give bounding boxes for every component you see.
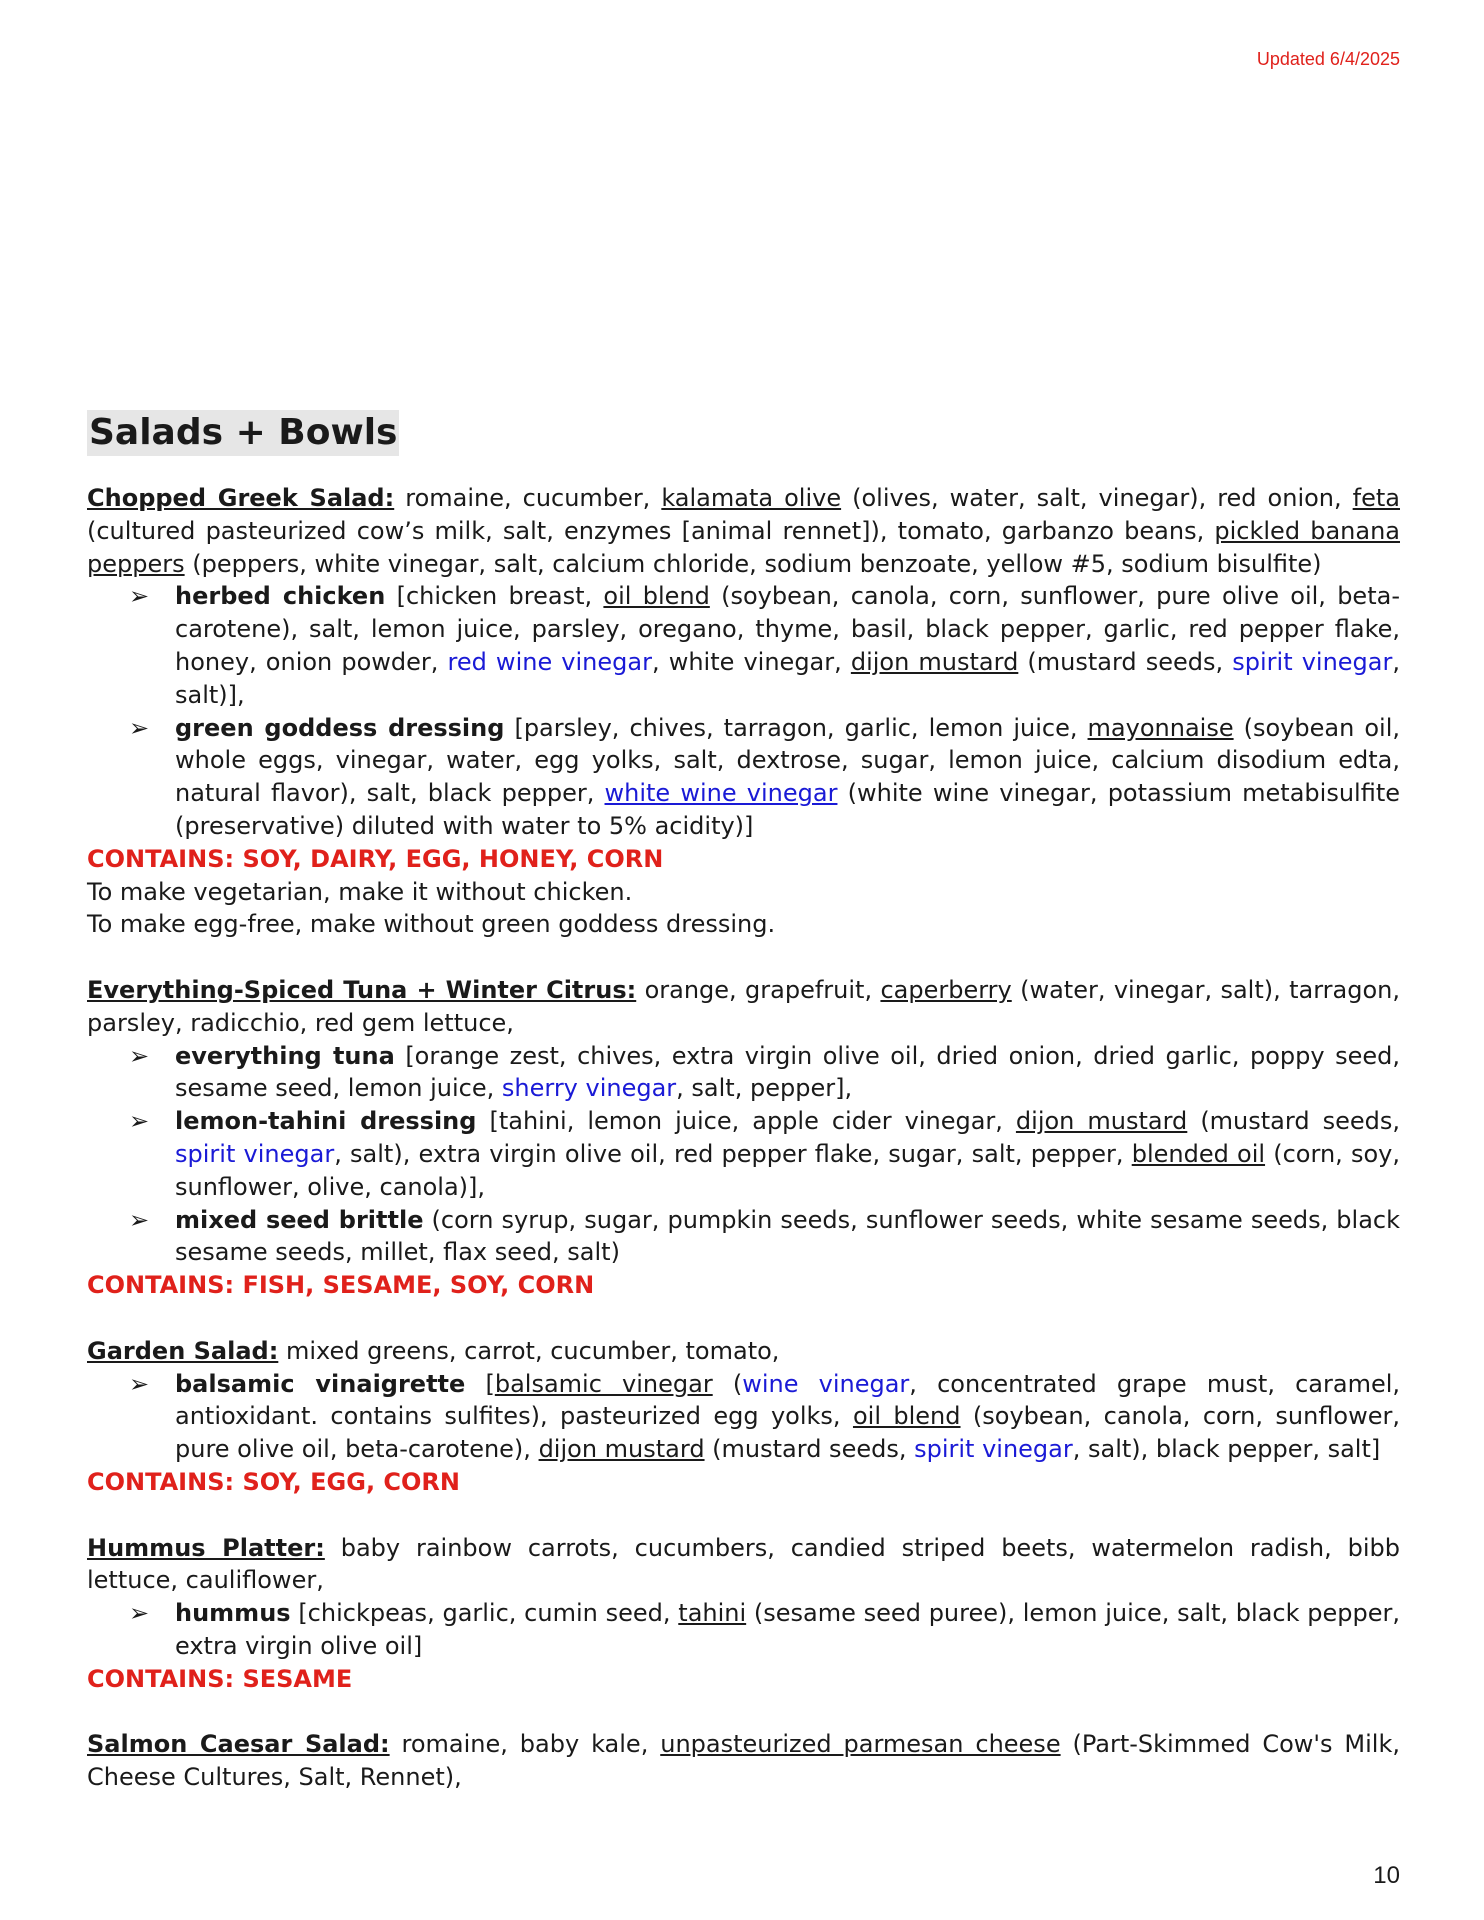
sub-ingredient-underlined: feta	[1352, 484, 1400, 512]
menu-item-salmon-caesar-salad	[87, 1728, 1400, 1794]
ingredient-text: mixed greens, carrot, cucumber, tomato,	[278, 1336, 780, 1365]
page-number: 10	[1373, 1862, 1400, 1889]
component-name: green goddess dressing	[175, 713, 505, 742]
arrow-bullet-icon: ➢	[129, 1041, 150, 1070]
ingredient-text: [parsley, chives, tarragon, garlic, lemon juice,	[504, 713, 1088, 742]
ingredient-text: (water, vinegar, salt), tarragon, parsley, radicchio, red gem lettuce,	[87, 975, 1400, 1037]
ingredient-text: [chickpeas, garlic, cumin seed,	[290, 1599, 679, 1628]
allergen-contains: CONTAINS: SESAME	[87, 1664, 353, 1693]
arrow-bullet-icon: ➢	[129, 582, 150, 611]
component-list	[87, 1368, 1400, 1466]
highlighted-ingredient: spirit vinegar	[1232, 647, 1393, 676]
menu-item-hummus-platter	[87, 1532, 1400, 1696]
item-description	[87, 1728, 1400, 1794]
ingredient-text: (white wine vinegar, potassium metabisulfite (preservative) diluted with water to 5% acidity)]	[175, 779, 1400, 840]
menu-item-chopped-greek-salad	[87, 482, 1400, 941]
arrow-bullet-icon: ➢	[129, 1599, 150, 1628]
item-description	[87, 482, 1400, 580]
highlighted-ingredient: spirit vinegar	[914, 1435, 1073, 1464]
sub-ingredient-underlined: dijon mustard	[850, 647, 1019, 676]
ingredient-text: (Part-Skimmed Cow's Milk, Cheese Cultures, Salt, Rennet),	[87, 1730, 1400, 1792]
component-list	[87, 580, 1400, 842]
item-name: Salmon Caesar Salad:	[87, 1730, 390, 1759]
ingredient-text: , salt), black pepper, salt]	[1072, 1435, 1381, 1464]
item-name: Hummus Platter:	[87, 1533, 325, 1562]
component-item	[87, 1040, 1400, 1106]
item-name: Chopped Greek Salad:	[87, 484, 395, 512]
highlighted-ingredient: sherry vinegar	[501, 1074, 677, 1103]
component-item	[87, 580, 1400, 711]
component-list	[87, 1597, 1400, 1663]
sub-ingredient-underlined: tahini	[678, 1599, 747, 1628]
sub-ingredient-underlined: pickled banana peppers	[87, 516, 1400, 578]
sub-ingredient-underlined: kalamata olive	[661, 484, 842, 512]
arrow-bullet-icon: ➢	[129, 1205, 150, 1234]
dietary-note: To make vegetarian, make it without chicken.	[87, 877, 633, 906]
component-name: balsamic vinaigrette	[175, 1369, 466, 1398]
item-name: Garden Salad:	[87, 1336, 279, 1365]
ingredient-text: (sesame seed puree), lemon juice, salt, black pepper, extra virgin olive oil]	[175, 1599, 1401, 1660]
ingredient-text: (corn, soy, sunflower, olive, canola)],	[175, 1139, 1401, 1201]
updated-date: Updated 6/4/2025	[1256, 49, 1400, 69]
component-item	[87, 712, 1400, 843]
sub-ingredient-underlined: blended oil	[1131, 1139, 1266, 1168]
ingredient-text: , salt, pepper],	[676, 1074, 853, 1103]
arrow-bullet-icon: ➢	[129, 1107, 150, 1136]
menu-item-everything-spiced-tuna	[87, 974, 1400, 1302]
sub-ingredient-underlined: oil blend	[852, 1402, 961, 1431]
component-item	[87, 1105, 1400, 1203]
item-name: Everything-Spiced Tuna + Winter Citrus:	[87, 975, 637, 1004]
dietary-note: To make egg-free, make without green goddess dressing.	[87, 910, 776, 939]
ingredient-text: (soybean, canola, corn, sunflower, pure olive oil, beta-carotene),	[175, 1402, 1401, 1464]
component-item	[87, 1204, 1400, 1270]
highlighted-ingredient: spirit vinegar	[175, 1139, 335, 1168]
ingredient-text: , white vinegar,	[651, 647, 851, 676]
component-name: everything tuna	[175, 1041, 395, 1070]
ingredient-text: , salt), extra virgin olive oil, red pepper flake, sugar, salt, pepper,	[334, 1139, 1132, 1168]
section-title: Salads + Bowls	[87, 410, 399, 456]
arrow-bullet-icon: ➢	[129, 1369, 150, 1398]
ingredient-text: [orange zest, chives, extra virgin olive oil, dried onion, dried garlic, poppy seed, sesame seed, lemon juice,	[175, 1041, 1400, 1103]
ingredient-text: (mustard seeds,	[1018, 647, 1233, 676]
component-list	[87, 1040, 1400, 1270]
highlighted-ingredient: wine vinegar	[742, 1369, 910, 1398]
item-description	[87, 1335, 1400, 1368]
allergen-contains: CONTAINS: SOY, EGG, CORN	[87, 1467, 460, 1496]
sub-ingredient-underlined: unpasteurized parmesan cheese	[660, 1730, 1061, 1759]
ingredient-text: orange, grapefruit,	[636, 975, 881, 1004]
ingredient-text: (mustard seeds,	[704, 1435, 915, 1464]
ingredient-text: romaine, cucumber,	[394, 484, 662, 512]
allergen-contains: CONTAINS: FISH, SESAME, SOY, CORN	[87, 1271, 595, 1300]
arrow-bullet-icon: ➢	[129, 713, 150, 742]
ingredient-text: [	[465, 1369, 495, 1398]
ingredient-text: (corn syrup, sugar, pumpkin seeds, sunflower seeds, white sesame seeds, black sesame seeds, millet, flax seed, salt)	[175, 1205, 1400, 1267]
ingredient-text: , concentrated grape must, caramel, antioxidant. contains sulfites), pasteurized egg yolks,	[175, 1369, 1401, 1431]
ingredient-text: baby rainbow carrots, cucumbers, candied striped beets, watermelon radish, bibb lettuce, cauliflower,	[87, 1533, 1400, 1595]
sub-ingredient-underlined: caperberry	[880, 975, 1012, 1004]
component-name: herbed chicken	[175, 582, 386, 611]
item-description	[87, 974, 1400, 1040]
ingredient-text: (soybean, canola, corn, sunflower, pure olive oil, beta-carotene), salt, lemon juice, parsley, oregano, thyme, basil, black pepper, garlic, red pepper flake, honey, onion powder,	[175, 582, 1400, 676]
sub-ingredient-underlined: balsamic vinegar	[494, 1369, 713, 1398]
component-name: lemon-tahini dressing	[175, 1107, 477, 1136]
ingredient-text: [tahini, lemon juice, apple cider vinegar,	[476, 1107, 1016, 1136]
sub-ingredient-underlined: dijon mustard	[538, 1435, 705, 1464]
ingredient-text: (cultured pasteurized cow’s milk, salt, enzymes [animal rennet]), tomato, garbanzo beans,	[87, 516, 1215, 545]
sub-ingredient-underlined: oil blend	[603, 582, 710, 611]
menu-content	[87, 410, 1400, 1827]
item-description	[87, 1532, 1400, 1598]
menu-item-garden-salad	[87, 1335, 1400, 1499]
highlighted-ingredient: red wine vinegar	[447, 647, 652, 676]
ingredient-text: (peppers, white vinegar, salt, calcium chloride, sodium benzoate, yellow #5, sodium bisulfite)	[184, 549, 1322, 578]
sub-ingredient-underlined: dijon mustard	[1015, 1107, 1188, 1136]
ingredient-text: (olives, water, salt, vinegar), red onion,	[841, 484, 1353, 512]
component-item	[87, 1597, 1400, 1663]
component-name: mixed seed brittle	[175, 1205, 424, 1234]
component-item	[87, 1368, 1400, 1466]
allergen-contains: CONTAINS: SOY, DAIRY, EGG, HONEY, CORN	[87, 844, 664, 873]
ingredient-text: (soybean oil, whole eggs, vinegar, water, egg yolks, salt, dextrose, sugar, lemon juice, calcium disodium edta, natural flavor), salt, black pepper,	[175, 713, 1400, 808]
ingredient-text: , salt)],	[175, 647, 1401, 709]
ingredient-text: (mustard seeds,	[1187, 1107, 1400, 1136]
ingredient-text: (	[712, 1369, 743, 1398]
ingredient-text: romaine, baby kale,	[389, 1730, 661, 1759]
sub-ingredient-underlined: mayonnaise	[1087, 713, 1234, 742]
component-name: hummus	[175, 1599, 291, 1628]
ingredient-text: [chicken breast,	[385, 582, 604, 611]
linked-ingredient[interactable]: white wine vinegar	[604, 779, 838, 808]
